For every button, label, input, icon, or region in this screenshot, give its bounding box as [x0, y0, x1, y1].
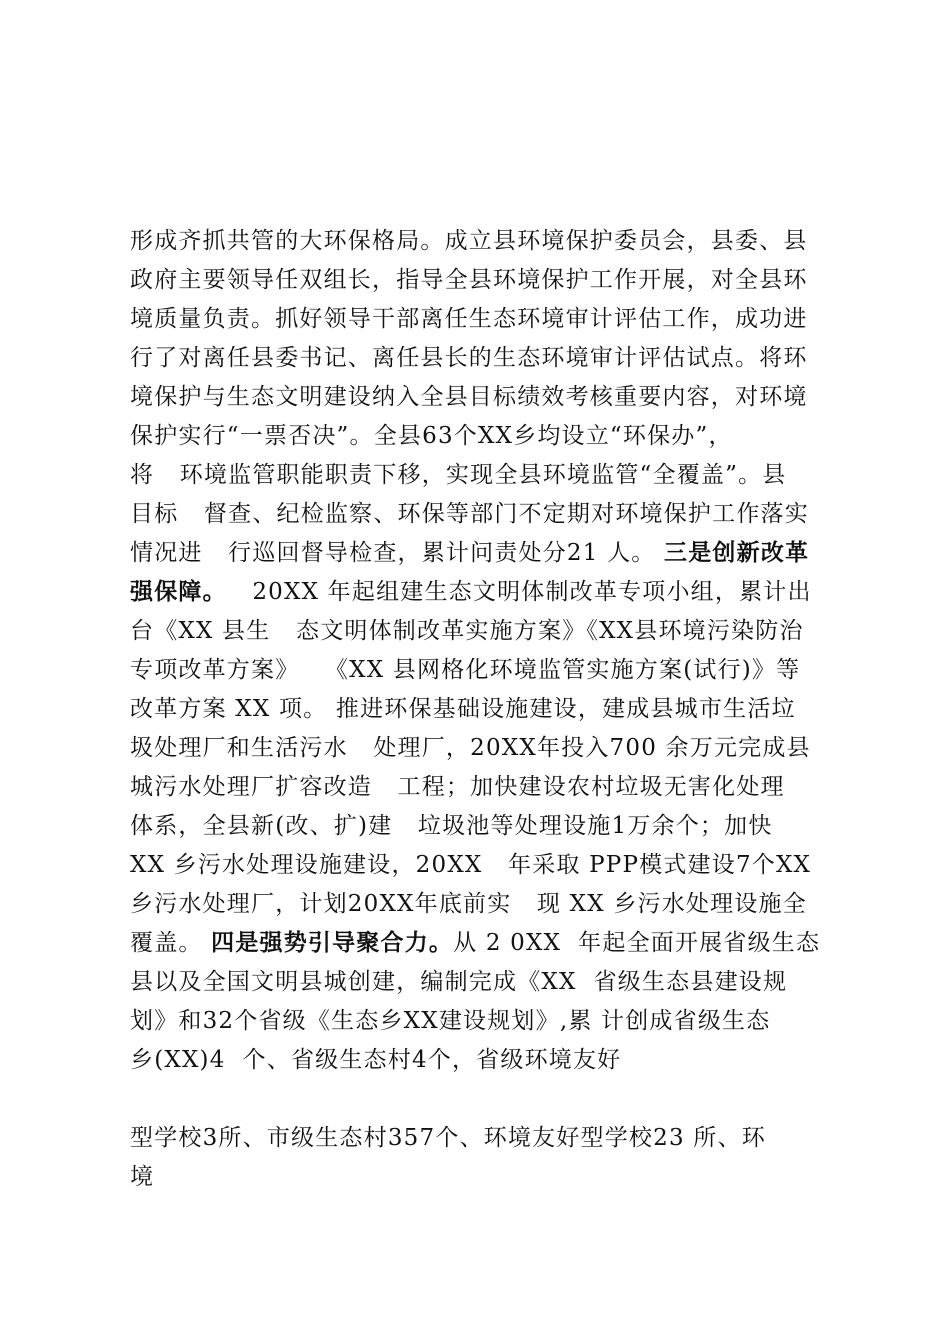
bold-heading-text: 四是强势引导聚合力。 — [211, 930, 454, 956]
bold-heading-text: 强保障。 — [130, 579, 227, 605]
text-line — [130, 339, 835, 378]
text-line — [130, 768, 835, 807]
text-line — [130, 885, 835, 924]
text-line — [130, 573, 835, 612]
body-text: 乡(XX)4 个、省级生态村4个，省级环境友好 — [130, 1047, 622, 1073]
body-text: 政府主要领导任双组长，指导全县环境保护工作开展，对全县环 — [130, 267, 808, 293]
text-line — [130, 261, 835, 300]
text-line — [130, 1041, 835, 1080]
text-line — [130, 534, 835, 573]
body-text: 城污水处理厂扩容改造 工程；加快建设农村垃圾无害化处理 — [130, 774, 785, 800]
body-text: 圾处理厂和生活污水 处理厂，20XX年投入700 余万元完成县 — [130, 735, 811, 761]
continuation-paragraph — [130, 1119, 835, 1197]
body-text: 型学校3所、市级生态村357个、环境友好型学校23 所、环 — [130, 1125, 766, 1151]
body-text: 将 环境监管职能职责下移，实现全县环境监管“全覆盖”。县 — [130, 462, 787, 488]
body-text: 县以及全国文明县城创建，编制完成《XX 省级生态县建设规 — [130, 969, 788, 995]
text-line — [130, 417, 835, 456]
body-text: 境保护与生态文明建设纳入全县目标绩效考核重要内容，对环境 — [130, 384, 808, 410]
body-text: 目标 督查、纪检监察、环保等部门不定期对环境保护工作落实 — [130, 501, 809, 527]
main-paragraph — [130, 222, 835, 1080]
text-line — [130, 963, 835, 1002]
text-line — [130, 651, 835, 690]
body-text: 20XX 年起组建生态文明体制改革专项小组，累计出 — [226, 579, 812, 605]
body-text: 行了对离任县委书记、离任县长的生态环境审计评估试点。将环 — [130, 345, 808, 371]
text-line — [130, 222, 835, 261]
body-text: 台《XX 县生 态文明体制改革实施方案》《XX县环境污染防治 — [130, 618, 804, 644]
text-line — [130, 1158, 835, 1197]
text-line — [130, 807, 835, 846]
body-text: 保护实行“一票否决”。全县63个XX乡均设立“环保办”， — [130, 423, 733, 449]
body-text: 乡污水处理厂，计划20XX年底前实 现 XX 乡污水处理设施全 — [130, 891, 807, 917]
text-line — [130, 729, 835, 768]
body-text: 覆盖。 — [130, 930, 212, 956]
text-line — [130, 612, 835, 651]
text-line — [130, 456, 835, 495]
body-text: 从 2 0XX 年起全面开展省级生态 — [453, 930, 821, 956]
text-line — [130, 846, 835, 885]
text-line — [130, 690, 835, 729]
body-text: 改革方案 XX 项。 推进环保基础设施建设，建成县城市生活垃 — [130, 696, 796, 722]
body-text: 划》和32个省级《生态乡XX建设规划》,累 计创成省级生态 — [130, 1008, 771, 1034]
body-text: 形成齐抓共管的大环保格局。成立县环境保护委员会，县委、县 — [130, 228, 808, 254]
text-line — [130, 1119, 835, 1158]
body-text: 专项改革方案》 《XX 县网格化环境监管实施方案(试行)》等 — [130, 657, 801, 683]
text-line — [130, 378, 835, 417]
bold-heading-text: 三是创新改革 — [664, 540, 810, 566]
body-text: XX 乡污水处理设施建设，20XX 年采取 PPP模式建设7个XX — [130, 852, 812, 878]
body-text: 体系，全县新(改、扩)建 垃圾池等处理设施1万余个；加快 — [130, 813, 773, 839]
text-line — [130, 1002, 835, 1041]
text-line — [130, 495, 835, 534]
body-text: 情况进 行巡回督导检查，累计问责处分21 人。 — [130, 540, 665, 566]
text-line — [130, 300, 835, 339]
body-text: 境 — [130, 1164, 155, 1190]
body-text: 境质量负责。抓好领导干部离任生态环境审计评估工作，成功进 — [130, 306, 808, 332]
text-line — [130, 924, 835, 963]
